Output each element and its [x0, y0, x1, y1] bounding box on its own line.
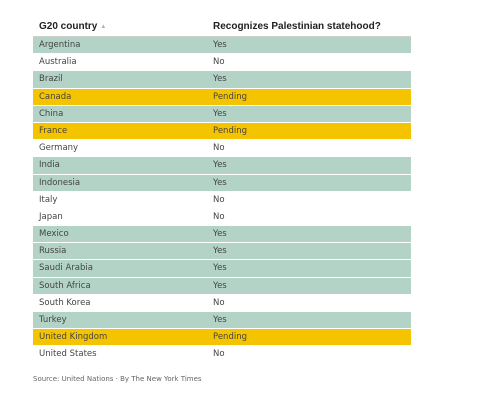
table-header — [33, 14, 411, 37]
status-cell: Yes — [213, 229, 227, 240]
country-cell: Brazil — [39, 74, 63, 85]
country-cell: Japan — [39, 211, 63, 222]
country-cell: Russia — [39, 246, 67, 257]
table-row — [33, 175, 411, 192]
country-cell: Saudi Arabia — [39, 263, 93, 274]
table-body — [33, 37, 411, 364]
table-row — [33, 71, 411, 88]
status-cell: No — [213, 349, 225, 360]
table-row — [33, 140, 411, 157]
statehood-table — [33, 14, 411, 364]
country-cell: Australia — [39, 57, 77, 68]
table-row — [33, 54, 411, 71]
status-cell: Yes — [213, 74, 227, 85]
table-row — [33, 312, 411, 329]
country-cell: Germany — [39, 143, 79, 154]
country-cell: Italy — [39, 194, 58, 205]
status-cell: Yes — [213, 108, 227, 119]
country-cell: Mexico — [39, 229, 69, 240]
status-cell: No — [213, 143, 225, 154]
country-cell: South Korea — [39, 297, 91, 308]
country-cell: India — [39, 160, 60, 171]
status-cell: No — [213, 57, 225, 68]
country-cell: United Kingdom — [39, 332, 108, 343]
status-cell: Yes — [213, 263, 227, 274]
table-row — [33, 106, 411, 123]
table-row — [33, 260, 411, 277]
country-cell: Turkey — [39, 315, 67, 325]
table-row — [33, 329, 411, 346]
column-header-country-label: G20 country — [39, 21, 98, 32]
country-cell: United States — [39, 349, 97, 360]
status-cell: Pending — [213, 332, 247, 343]
table-row — [33, 346, 411, 363]
status-cell: No — [213, 194, 225, 205]
table-row — [33, 123, 411, 140]
source-note: Source: United Nations · By The New York Times — [33, 375, 202, 383]
table-row — [33, 278, 411, 295]
country-cell: China — [39, 108, 64, 119]
country-cell: South Africa — [39, 280, 91, 291]
table-row — [33, 192, 411, 209]
status-cell: Yes — [213, 246, 227, 257]
country-cell: Indonesia — [39, 177, 81, 188]
status-cell: No — [213, 211, 225, 222]
table-row — [33, 243, 411, 260]
status-cell: No — [213, 297, 225, 308]
table-row — [33, 295, 411, 312]
sort-arrow-icon[interactable]: ▲ — [100, 24, 107, 30]
country-cell: France — [39, 125, 68, 136]
status-cell: Yes — [213, 280, 227, 291]
table-row — [33, 209, 411, 226]
country-cell: Canada — [39, 91, 72, 102]
table-row — [33, 157, 411, 174]
country-cell: Argentina — [39, 40, 81, 50]
table-row — [33, 226, 411, 243]
status-cell: Yes — [213, 40, 227, 50]
table-row — [33, 89, 411, 106]
status-cell: Pending — [213, 125, 247, 136]
status-cell: Yes — [213, 315, 227, 325]
status-cell: Yes — [213, 177, 227, 188]
column-header-country[interactable] — [39, 21, 106, 32]
status-cell: Pending — [213, 91, 247, 102]
status-cell: Yes — [213, 160, 227, 171]
table-row — [33, 37, 411, 54]
column-header-status: Recognizes Palestinian statehood? — [213, 21, 381, 32]
